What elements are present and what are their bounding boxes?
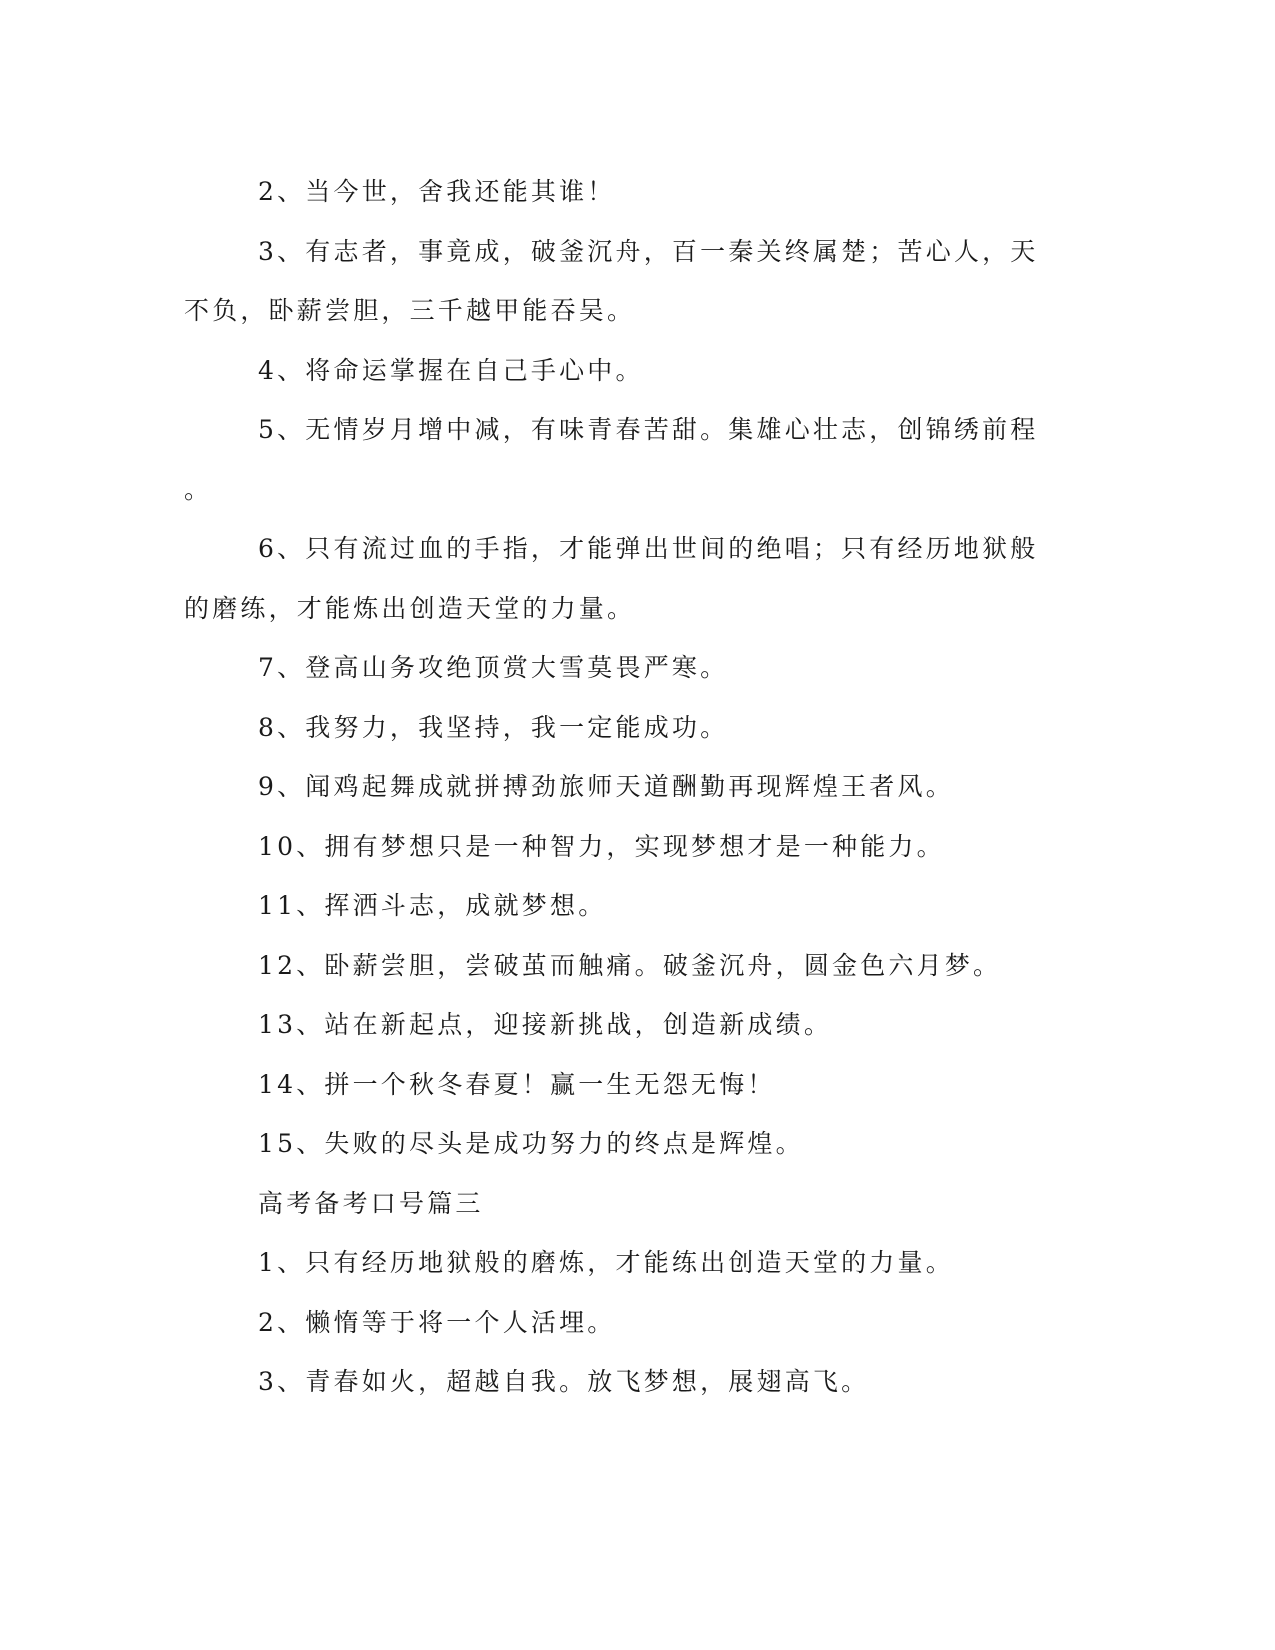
slogan-line: 1、只有经历地狱般的磨炼，才能练出创造天堂的力量。	[258, 1248, 954, 1277]
slogan-line: 15、失败的尽头是成功努力的终点是辉煌。	[258, 1129, 804, 1158]
slogan-line: 2、当今世，舍我还能其谁！	[258, 177, 616, 206]
slogan-line-continuation: 。	[184, 474, 213, 504]
slogan-line: 4、将命运掌握在自己手心中。	[258, 355, 644, 385]
slogan-line: 11、挥洒斗志，成就梦想。	[258, 891, 607, 920]
slogan-line-continuation: 的磨练，才能炼出创造天堂的力量。	[184, 593, 636, 623]
slogan-line-continuation: 不负，卧薪尝胆，三千越甲能吞吴。	[184, 296, 636, 325]
section-heading: 高考备考口号篇三	[258, 1188, 484, 1218]
slogan-list	[184, 162, 1048, 1412]
slogan-line: 9、闻鸡起舞成就拼搏劲旅师天道酬勤再现辉煌王者风。	[258, 772, 954, 801]
slogan-line: 3、青春如火，超越自我。放飞梦想，展翅高飞。	[258, 1367, 870, 1396]
slogan-line: 7、登高山务攻绝顶赏大雪莫畏严寒。	[258, 653, 729, 682]
slogan-line: 10、拥有梦想只是一种智力，实现梦想才是一种能力。	[258, 831, 945, 861]
slogan-line: 14、拼一个秋冬春夏！赢一生无怨无悔！	[258, 1069, 776, 1099]
slogan-line: 6、只有流过血的手指，才能弹出世间的绝唱；只有经历地狱般	[258, 534, 1039, 563]
slogan-line: 2、懒惰等于将一个人活埋。	[258, 1307, 616, 1337]
slogan-line: 13、站在新起点，迎接新挑战，创造新成绩。	[258, 1010, 833, 1039]
slogan-line: 5、无情岁月增中减，有味青春苦甜。集雄心壮志，创锦绣前程	[258, 415, 1039, 444]
slogan-line: 12、卧薪尝胆，尝破茧而触痛。破釜沉舟，圆金色六月梦。	[258, 950, 1002, 980]
slogan-line: 3、有志者，事竟成，破釜沉舟，百一秦关终属楚；苦心人，天	[258, 236, 1039, 266]
slogan-line: 8、我努力，我坚持，我一定能成功。	[258, 712, 729, 742]
